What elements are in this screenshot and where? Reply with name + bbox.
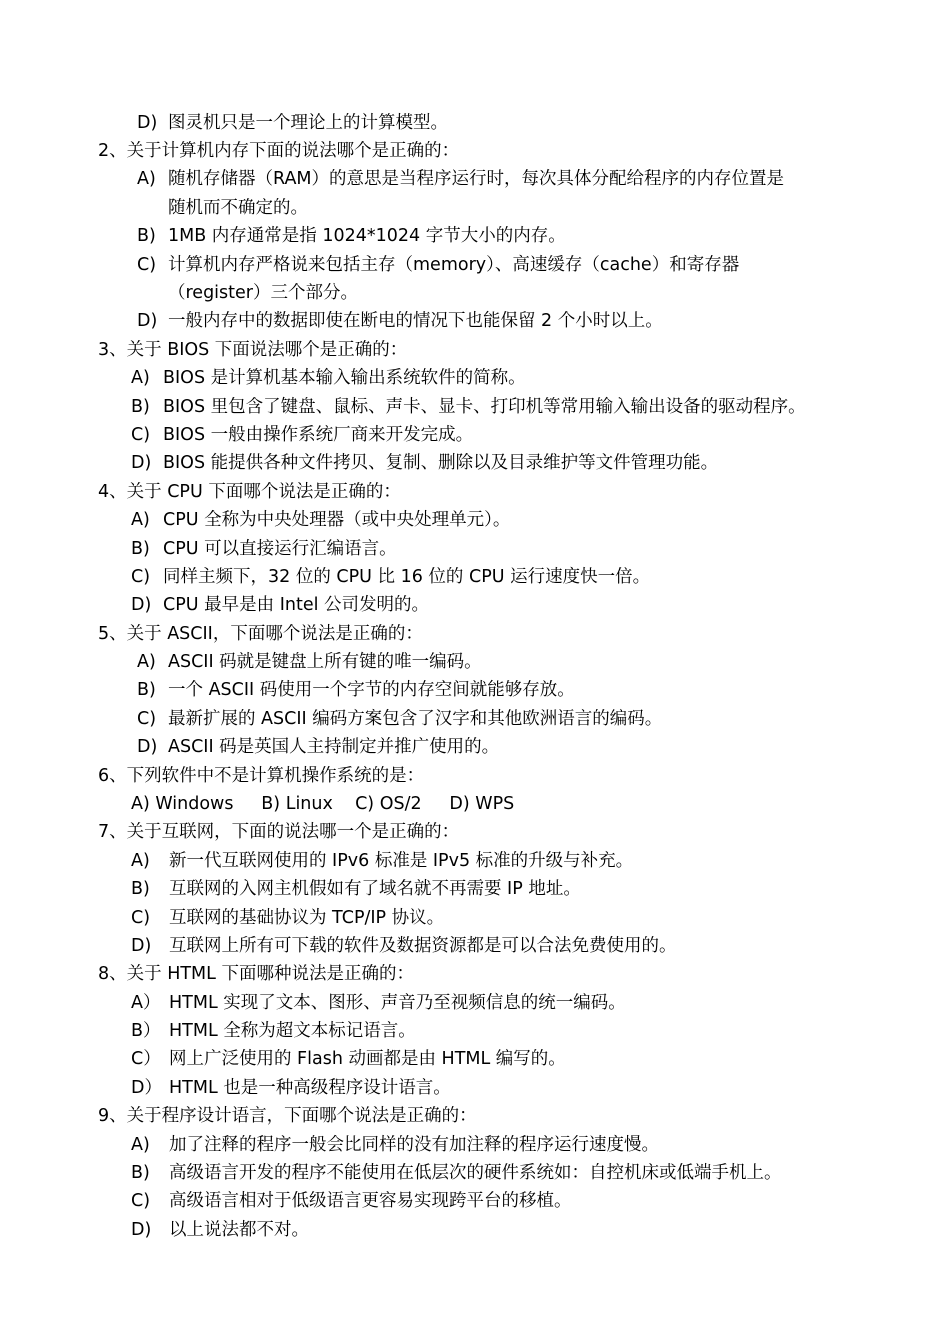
continuation-line: （register）三个部分。 [168, 283, 358, 303]
option-text: 一般内存中的数据即使在断电的情况下也能保留 2 个小时以上。 [168, 311, 663, 331]
option-text: 图灵机只是一个理论上的计算模型。 [168, 113, 448, 133]
option-text: 随机存储器（RAM）的意思是当程序运行时，每次具体分配给程序的内存位置是 [168, 169, 785, 189]
option-text: BIOS 能提供各种文件拷贝、复制、删除以及目录维护等文件管理功能。 [163, 453, 719, 473]
option-text: 最新扩展的 ASCII 编码方案包含了汉字和其他欧洲语言的编码。 [168, 709, 663, 729]
question-line: 5、关于 ASCII，下面哪个说法是正确的： [98, 624, 423, 644]
option-text: 同样主频下，32 位的 CPU 比 16 位的 CPU 运行速度快一倍。 [163, 567, 651, 587]
option-label: A) [131, 1135, 150, 1155]
continuation-line: 随机而不确定的。 [168, 198, 308, 218]
question-line: 3、关于 BIOS 下面说法哪个是正确的： [98, 340, 408, 360]
option-label: A) [131, 851, 150, 871]
option-text: CPU 全称为中央处理器（或中央处理单元）。 [163, 510, 511, 530]
question-line: 4、关于 CPU 下面哪个说法是正确的： [98, 482, 401, 502]
option-label: D) [137, 737, 158, 757]
question-line: 8、关于 HTML 下面哪种说法是正确的： [98, 964, 414, 984]
option-text: 计算机内存严格说来包括主存（memory）、高速缓存（cache）和寄存器 [168, 255, 740, 275]
option-text: BIOS 是计算机基本输入输出系统软件的简称。 [163, 368, 526, 388]
option-label: B) [131, 879, 150, 899]
option-label: A) [137, 652, 156, 672]
option-text: 网上广泛使用的 Flash 动画都是由 HTML 编写的。 [169, 1049, 566, 1069]
question-line: 9、关于程序设计语言，下面哪个说法是正确的： [98, 1106, 477, 1126]
option-label: B) [131, 397, 150, 417]
option-text: 互联网的基础协议为 TCP/IP 协议。 [169, 908, 445, 928]
option-label: B) [137, 226, 156, 246]
option-text: 互联网的入网主机假如有了域名就不再需要 IP 地址。 [169, 879, 581, 899]
option-text: BIOS 一般由操作系统厂商来开发完成。 [163, 425, 474, 445]
question-line: 7、关于互联网，下面的说法哪一个是正确的： [98, 822, 460, 842]
option-text: 高级语言开发的程序不能使用在低层次的硬件系统如：自控机床或低端手机上。 [169, 1163, 782, 1183]
option-text: 互联网上所有可下载的软件及数据资源都是可以合法免费使用的。 [169, 936, 677, 956]
option-text: 加了注释的程序一般会比同样的没有加注释的程序运行速度慢。 [169, 1135, 659, 1155]
option-text: ASCII 码是英国人主持制定并推广使用的。 [168, 737, 500, 757]
option-text: CPU 可以直接运行汇编语言。 [163, 539, 397, 559]
question-line: 2、关于计算机内存下面的说法哪个是正确的： [98, 141, 460, 161]
option-text: HTML 全称为超文本标记语言。 [169, 1021, 416, 1041]
option-label: D) [131, 1220, 152, 1240]
option-text: 1MB 内存通常是指 1024*1024 字节大小的内存。 [168, 226, 566, 246]
option-label: C） [131, 1049, 161, 1069]
option-text: 一个 ASCII 码使用一个字节的内存空间就能够存放。 [168, 680, 575, 700]
option-text: 高级语言相对于低级语言更容易实现跨平台的移植。 [169, 1191, 572, 1211]
choices-line: A) Windows B) Linux C) OS/2 D) WPS [131, 794, 515, 814]
option-label: D) [131, 453, 152, 473]
option-label: A) [137, 169, 156, 189]
option-label: C) [137, 255, 157, 275]
option-label: B) [137, 680, 156, 700]
option-text: ASCII 码就是键盘上所有键的唯一编码。 [168, 652, 482, 672]
option-label: B） [131, 1021, 161, 1041]
option-label: C) [131, 567, 151, 587]
option-label: A) [131, 368, 150, 388]
option-label: D) [131, 595, 152, 615]
option-label: D) [131, 936, 152, 956]
option-text: CPU 最早是由 Intel 公司发明的。 [163, 595, 430, 615]
option-label: D) [137, 113, 158, 133]
option-label: A） [131, 993, 161, 1013]
option-label: C) [131, 425, 151, 445]
question-line: 6、下列软件中不是计算机操作系统的是： [98, 766, 425, 786]
option-label: C) [131, 908, 151, 928]
option-text: 新一代互联网使用的 IPv6 标准是 IPv5 标准的升级与补充。 [169, 851, 634, 871]
option-label: B) [131, 539, 150, 559]
option-text: BIOS 里包含了键盘、鼠标、声卡、显卡、打印机等常用输入输出设备的驱动程序。 [163, 397, 806, 417]
option-label: C) [131, 1191, 151, 1211]
option-label: D） [131, 1078, 162, 1098]
option-label: C) [137, 709, 157, 729]
option-label: D) [137, 311, 158, 331]
option-label: A) [131, 510, 150, 530]
option-text: HTML 也是一种高级程序设计语言。 [169, 1078, 451, 1098]
option-text: 以上说法都不对。 [169, 1220, 309, 1240]
option-label: B) [131, 1163, 150, 1183]
option-text: HTML 实现了文本、图形、声音乃至视频信息的统一编码。 [169, 993, 626, 1013]
